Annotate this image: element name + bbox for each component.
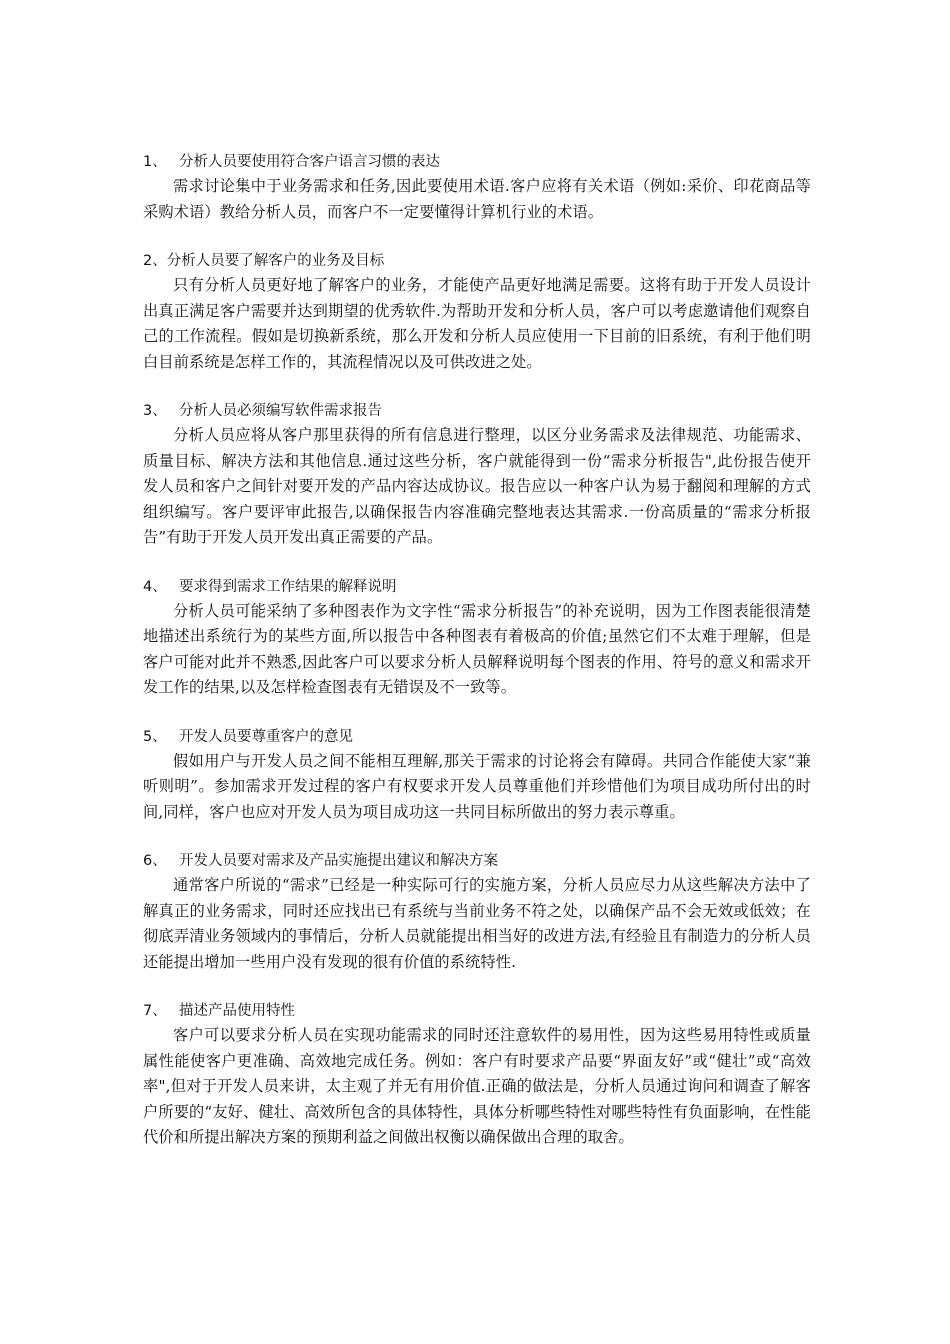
section-number: 1、: [143, 154, 167, 170]
section-heading: [143, 150, 811, 174]
section-3: [143, 399, 811, 551]
section-2: [143, 249, 811, 375]
section-number: 6、: [143, 853, 167, 869]
section-title: 分析人员必须编写软件需求报告: [179, 403, 382, 419]
section-title: 要求得到需求工作结果的解释说明: [179, 578, 397, 595]
section-heading: [143, 999, 811, 1023]
section-6: [143, 849, 811, 975]
section-title: 开发人员要尊重客户的意见: [179, 728, 353, 745]
section-number: 5、: [143, 728, 167, 745]
section-5: [143, 725, 811, 826]
section-body: 分析人员应将从客户那里获得的所有信息进行整理，以区分业务需求及法律规范、功能需求、质量目标、解决方法和其他信息.通过这些分析，客户就能得到一份“需求分析报告",此份报告使开发人员和客户之间针对要开发的产品内容达成协议。报告应以一种客户认为易于翻阅和理解的方式组织编写。客户要评审此报告,以确保报告内容准确完整地表达其需求.一份高质量的“需求分析报告”有助于开发人员开发出真正需要的产品。: [143, 426, 811, 546]
section-4: [143, 575, 811, 701]
section-body: 只有分析人员更好地了解客户的业务，才能使产品更好地满足需要。这将有助于开发人员设计出真正满足客户需要并达到期望的优秀软件.为帮助开发和分析人员，客户可以考虑邀请他们观察自己的工作流程。假如是切换新系统，那么开发和分析人员应使用一下目前的旧系统，有利于他们明白目前系统是怎样工作的，其流程情况以及可供改进之处。: [143, 276, 811, 371]
section-number: 4、: [143, 578, 167, 595]
document-page: [143, 150, 811, 1175]
section-number: 3、: [143, 403, 167, 419]
section-body: 通常客户所说的“需求”已经是一种实际可行的实施方案，分析人员应尽力从这些解决方法中了解真正的业务需求，同时还应找出已有系统与当前业务不符之处，以确保产品不会无效或低效；在彻底弄清业务领域内的事情后，分析人员就能提出相当好的改进方法,有经验且有制造力的分析人员还能提出增加一些用户没有发现的很有价值的系统特性.: [143, 876, 811, 971]
section-title: 描述产品使用特性: [179, 1003, 295, 1019]
section-number: 2、: [143, 253, 167, 269]
section-title: 分析人员要了解客户的业务及目标: [166, 253, 385, 269]
section-heading: [143, 849, 811, 873]
section-body: 客户可以要求分析人员在实现功能需求的同时还注意软件的易用性，因为这些易用特性或质量属性能使客户更准确、高效地完成任务。例如：客户有时要求产品要“界面友好”或“健壮”或“高效率",但对于开发人员来讲，太主观了并无有用价值.正确的做法是，分析人员通过询问和调查了解客户所要的“友好、健壮、高效所包含的具体特性，具体分析哪些特性对哪些特性有负面影响，在性能代价和所提出解决方案的预期利益之间做出权衡以确保做出合理的取舍。: [143, 1026, 811, 1146]
section-heading: [143, 725, 811, 749]
section-7: [143, 999, 811, 1151]
section-heading: [143, 575, 811, 599]
section-heading: [143, 399, 811, 423]
section-body: 假如用户与开发人员之间不能相互理解,那关于需求的讨论将会有障碍。共同合作能使大家“兼听则明”。参加需求开发过程的客户有权要求开发人员尊重他们并珍惜他们为项目成功所付出的时间,同样，客户也应对开发人员为项目成功这一共同目标所做出的努力表示尊重。: [143, 751, 811, 821]
section-body: 需求讨论集中于业务需求和任务,因此要使用术语.客户应将有关术语（例如:采价、印花商品等采购术语）教给分析人员，而客户不一定要懂得计算机行业的术语。: [143, 177, 811, 221]
section-title: 分析人员要使用符合客户语言习惯的表达: [179, 154, 440, 170]
section-body: 分析人员可能采纳了多种图表作为文字性“需求分析报告”的补充说明，因为工作图表能很清楚地描述出系统行为的某些方面,所以报告中各种图表有着极高的价值;虽然它们不太难于理解，但是客户可能对此并不熟悉,因此客户可以要求分析人员解释说明每个图表的作用、符号的意义和需求开发工作的结果,以及怎样检查图表有无错误及不一致等。: [143, 601, 811, 696]
section-1: [143, 150, 811, 225]
section-number: 7、: [143, 1003, 167, 1019]
section-heading: [143, 249, 811, 273]
section-title: 开发人员要对需求及产品实施提出建议和解决方案: [179, 853, 498, 869]
